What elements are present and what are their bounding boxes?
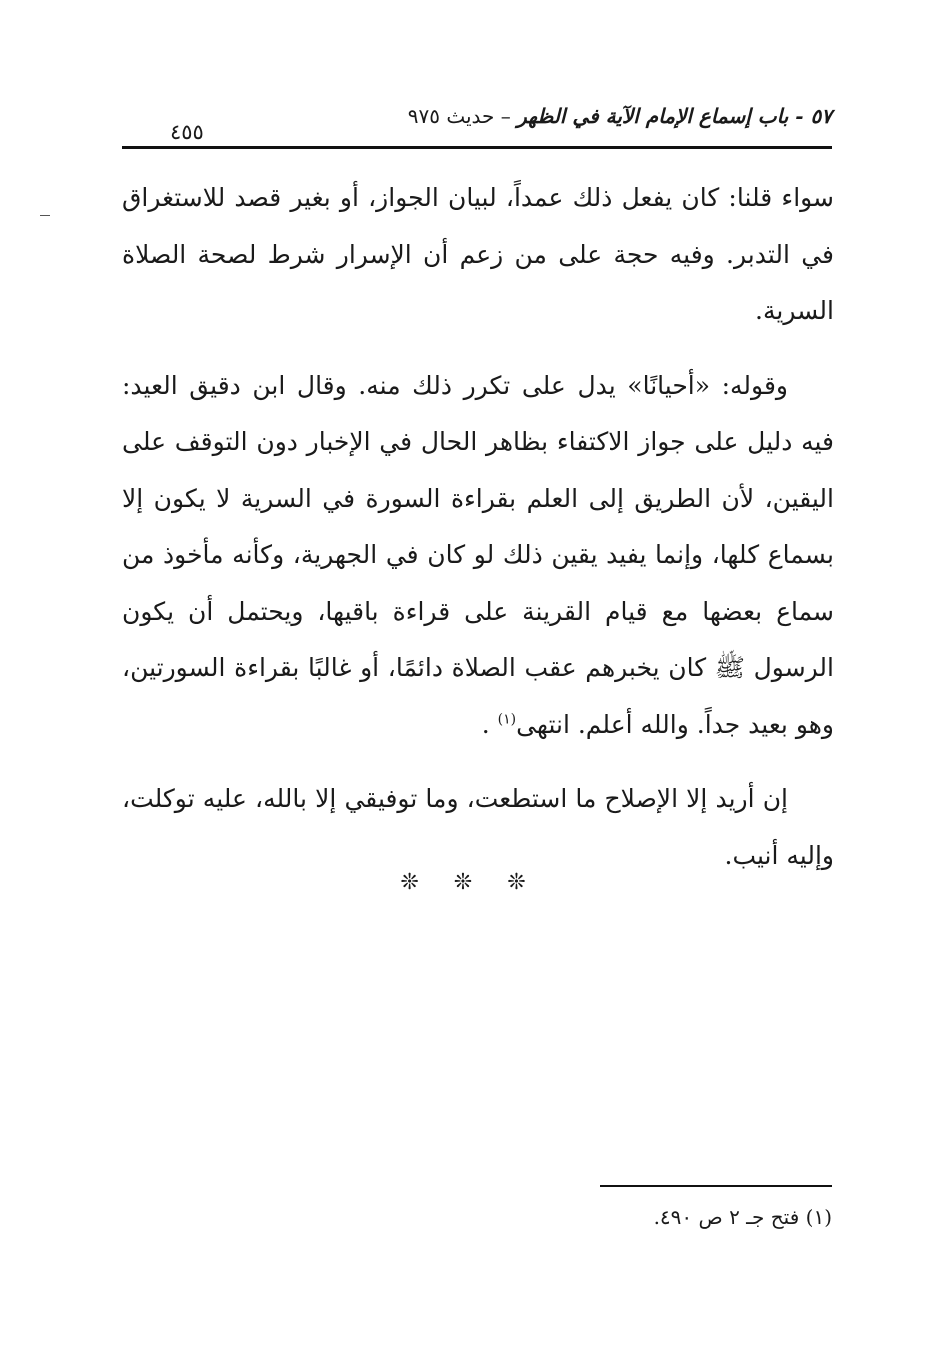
section-separator-stars: ❊ ❊ ❊ [400,870,540,895]
header-rule [122,146,832,149]
hadith-reference: حديث ٩٧٥ [407,104,495,128]
paragraph-2 [122,358,834,754]
footnote-reference[interactable]: (١) [497,711,517,728]
paragraph-3: إن أريد إلا الإصلاح ما استطعت، وما توفيقي إلا بالله، عليه توكلت، وإليه أنيب. [122,784,834,870]
header-separator: – [494,104,518,128]
page-number: ٤٥٥ [170,120,204,144]
footnote-rule [600,1185,832,1187]
chapter-title [408,104,832,128]
footnote [654,1205,832,1229]
paragraph-2-text: وقوله: «أحيانًا» يدل على تكرر ذلك منه. وقال ابن دقيق العيد: فيه دليل على جواز الاكتفاء بظاهر الحال في الإخبار دون التوقف على اليقين، لأن الطريق إلى العلم بقراءة السورة في السرية لا يكون إلا بسماع كلها، وإنما يفيد يقين ذلك لو كان في الجهرية، وكأنه مأخوذ من سماع بعضها مع قيام القرينة على قراءة باقيها، ويحتمل أن يكون الرسول ﷺ كان يخبرهم عقب الصلاة دائمًا، أو غالبًا بقراءة السورتين، وهو بعيد جداً. والله أعلم. انتهى [122,370,834,739]
main-text [122,170,834,902]
margin-mark [40,215,50,216]
footnote-text: فتح جـ ٢ ص ٤٩٠. [653,1205,800,1229]
paragraph-1: سواء قلنا: كان يفعل ذلك عمداً، لبيان الجواز، أو بغير قصد للاستغراق في التدبر. وفيه حجة على من زعم أن الإسرار شرط لصحة الصلاة السرية. [122,183,834,325]
chapter-title-text: ٥٧ - باب إسماع الإمام الآية في الظهر [517,104,832,128]
paragraph-2-end: . [481,709,490,739]
running-header [120,104,832,144]
footnote-number: (١) [805,1205,832,1229]
